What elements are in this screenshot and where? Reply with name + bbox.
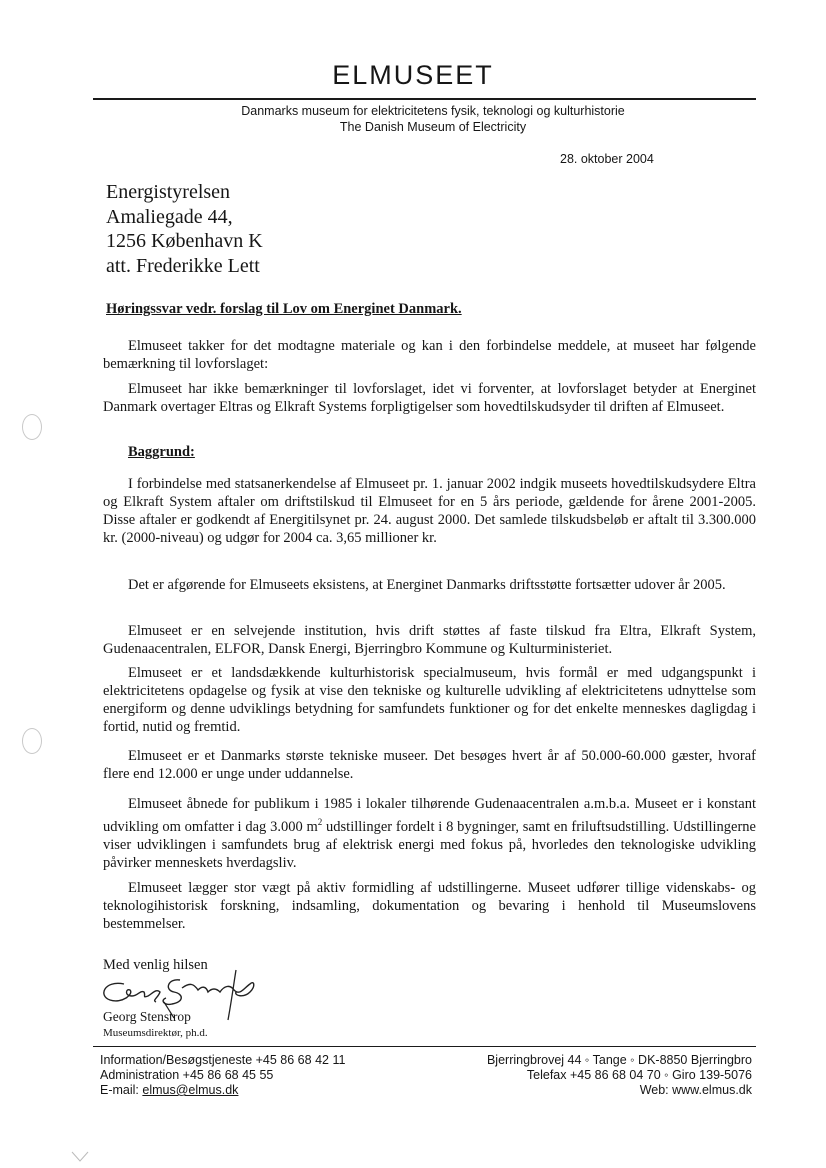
recipient-line: 1256 København K <box>106 230 263 252</box>
header-rule <box>93 98 756 100</box>
recipient-line: Amaliegade 44, <box>106 205 233 228</box>
section-heading-background: Baggrund: <box>128 444 195 460</box>
paragraph-museum-purpose: Elmuseet er et landsdækkende kulturhistorisk specialmuseum, hvis formål er med udgangspunkt i elektricitetens opdagelse og fysik at vise den tekniske og kulturelle udvikling af elektricitetens udnyttelse som energiform og denne udviklings betydning for samfundets funktioner og for det enkelte menneskes dagligdag i fortid, nutid og fremtid. <box>103 665 756 735</box>
footer-address: Bjerringbrovej 44 ◦ Tange ◦ DK-8850 Bjerringbro <box>486 1053 752 1067</box>
recipient-line: Energistyrelsen <box>106 181 231 203</box>
footer-contact-left <box>100 1053 345 1098</box>
punch-hole-mark <box>22 728 42 754</box>
email-link[interactable]: elmus@elmus.dk <box>142 1083 239 1097</box>
signer-name: Georg Stenstrop <box>103 1009 191 1024</box>
footer-rule <box>93 1046 756 1047</box>
punch-hole-mark <box>22 414 42 440</box>
footer-email-line: E-mail: elmus@elmus.dk <box>100 1083 239 1097</box>
museum-name: ELMUSEET <box>332 60 494 90</box>
tagline-danish: Danmarks museum for elektricitetens fysik, teknologi og kulturhistorie <box>241 104 625 118</box>
recipient-address <box>106 180 263 278</box>
subject-line: Høringssvar vedr. forslag til Lov om Energinet Danmark. <box>106 301 462 317</box>
recipient-line: att. Frederikke Lett <box>106 254 260 277</box>
footer-fax-giro: Telefax +45 86 68 04 70 ◦ Giro 139-5076 <box>526 1068 752 1082</box>
closing-greeting: Med venlig hilsen <box>103 957 208 973</box>
signer-title: Museumsdirektør, ph.d. <box>103 1027 208 1039</box>
letter-date: 28. oktober 2004 <box>560 152 654 166</box>
paragraph-existence: Det er afgørende for Elmuseets eksistens, at Energinet Danmarks driftsstøtte fortsætter udover år 2005. <box>128 577 726 593</box>
footer-info-phone: Information/Besøgstjeneste +45 86 68 42 11 <box>100 1053 346 1067</box>
paragraph-background: I forbindelse med statsanerkendelse af Elmuseet pr. 1. januar 2002 indgik museets hovedtilskudsydere Eltra og Elkraft System aftaler om driftstilskud til Elmuseet for en 5 års periode, gældende for årene 2001-2005. Disse aftaler er godkendt af Energitilsynet pr. 24. august 2000. Det samlede tilskudsbeløb er aftalt til 3.300.000 kr. (2000-niveau) og udgør for 2004 ca. 3,65 millioner kr. <box>103 476 756 546</box>
paragraph-intro: Elmuseet takker for det modtagne materiale og kan i den forbindelse meddele, at museet har følgende bemærkning til lovforslaget: <box>103 338 756 372</box>
scan-edge-mark <box>70 1150 100 1162</box>
footer-web: Web: www.elmus.dk <box>639 1083 752 1097</box>
paragraph-history: Elmuseet åbnede for publikum i 1985 i lokaler tilhørende Gudenaacentralen a.m.b.a. Museet er i konstant udvikling om omfatter i dag 3.000 $m^2$ udstillinger fordelt i 8 bygninger, samt en friluftsudstilling. Udstillingerne viser udviklingen i samfundets brug af elektrisk energi med fokus på, hvorledes den teknologiske udvikling påvirker menneskets hverdagsliv. <box>103 796 756 871</box>
footer-contact-right <box>440 1053 752 1098</box>
tagline-english: The Danish Museum of Electricity <box>339 120 527 134</box>
paragraph-visitors: Elmuseet er et Danmarks største tekniske museer. Det besøges hvert år af 50.000-60.000 gæster, hvoraf flere end 12.000 er unge under uddannelse. <box>103 748 756 782</box>
paragraph-no-remarks: Elmuseet har ikke bemærkninger til lovforslaget, idet vi forventer, at lovforslaget betyder at Energinet Danmark overtager Eltras og Elkraft Systems forpligtigelser som hovedtilskudsyder til driften af Elmuseet. <box>103 381 756 415</box>
paragraph-outreach: Elmuseet lægger stor vægt på aktiv formidling af udstillingerne. Museet udfører tillige videnskabs- og teknologihistorisk forskning, indsamling, dokumentation og bevaring i henhold til Museumslovens bestemmelser. <box>103 880 756 932</box>
paragraph-institution: Elmuseet er en selvejende institution, hvis drift støttes af faste tilskud fra Eltra, Elkraft System, Gudenaacentralen, ELFOR, Dansk Energi, Bjerringbro Kommune og Kulturministeriet. <box>103 623 756 657</box>
footer-admin-phone: Administration +45 86 68 45 55 <box>100 1068 274 1082</box>
